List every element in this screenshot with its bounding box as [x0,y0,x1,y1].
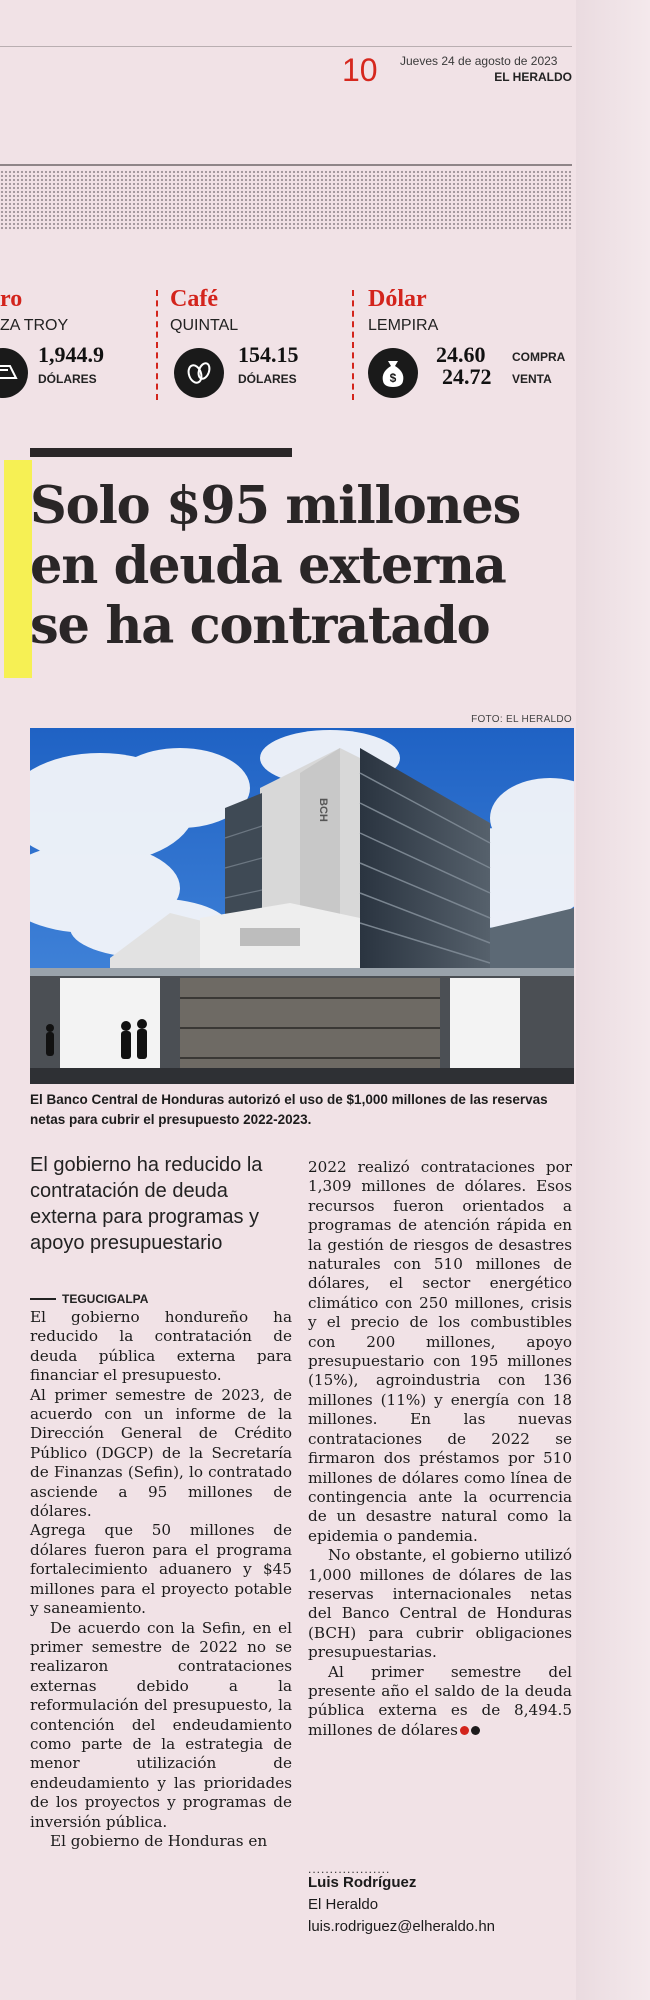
market-separator [156,290,158,400]
article-photo [30,728,574,1084]
headline: Solo $95 millones en deuda externa se ha contratado [30,476,521,656]
end-mark-black-dot [471,1726,480,1735]
market-coffee-unit: QUINTAL [170,317,239,334]
market-coffee-value: 154.15 [238,342,299,367]
paragraph: No obstante, el gobierno utilizó 1,000 millones de dólares de las reservas internacionales netas del Banco Central de Honduras (BCH) para cubrir obligaciones presupuestarias. [308,1546,572,1662]
photo-credit: FOTO: EL HERALDO [471,714,572,725]
paragraph: De acuerdo con la Sefin, en el primer semestre de 2022 no se realizaron contrataciones externas debido a la reformulación del presupuesto, la contención del endeudamiento como parte de la estrategia de menor utilización de endeudamiento y las prioridades de los proyectos y programas de inversión pública. [30,1618,292,1831]
band-rule [0,164,572,166]
page-number: 10 [342,52,378,88]
market-gold-value: 1,944.9 [38,342,104,367]
author-name: Luis Rodríguez [308,1874,417,1891]
market-dollar-buy-label: COMPRA [512,350,566,364]
author-newspaper: El Heraldo [308,1896,379,1913]
bank-building-illustration [30,728,574,1084]
market-separator [352,290,354,400]
market-dollar-sell-label: VENTA [512,372,552,386]
market-gold-currency: DÓLARES [38,372,97,386]
author-email[interactable]: luis.rodriguez@elheraldo.hn [308,1918,496,1935]
author-separator: ................... [308,1862,391,1876]
coffee-bean-icon [174,348,224,398]
market-dollar-title: Dólar [368,286,427,312]
newspaper-name: EL HERALDO [494,70,572,84]
headline-rule [30,448,292,457]
adjacent-page-edge [576,0,650,2000]
end-mark-red-dot [460,1726,469,1735]
dateline-city: TEGUCIGALPA [62,1292,149,1306]
highlighter-mark [4,460,32,678]
article-deck: El gobierno ha reducido la contratación de deuda externa para programas y apoyo presupuestario [30,1154,263,1254]
paragraph: 2022 realizó contrataciones por 1,309 millones de dólares. Esos recursos fueron orientados a programas de atención rápida en la gestión de riesgos de desastres naturales con 510 millones de dólares, el sector energético climático con 250 millones, crisis y el precio de los combustibles con 200 millones, apoyo presupuestario con 195 millones (15%), agroindustria con 136 millones (11%) y energía con 18 millones. En las nuevas contrataciones de 2022 se firmaron dos préstamos por 510 millones de dólares como línea de contingencia ante la ocurrencia de un desastre natural como la epidemia o pandemia. [308,1158,572,1545]
market-dollar-unit: LEMPIRA [368,317,439,334]
market-dollar-buy-value: 24.60 [436,342,486,367]
dotted-band [0,170,572,230]
body-column-left [30,1308,292,1851]
photo-caption: El Banco Central de Honduras autorizó el uso de $1,000 millones de las reservas netas para cubrir el presupuesto 2022-2023. [30,1092,548,1127]
paragraph: Al primer semestre de 2023, de acuerdo con un informe de la Dirección General de Crédito Público (DGCP) de la Secretaría de Finanzas (Sefin), lo contratado asciende a 95 millones de dólares. [30,1385,292,1521]
body-column-right [308,1158,572,1740]
paragraph: Agrega que 50 millones de dólares fueron para el programa fortalecimiento aduanero y $45 millones para el proyecto potable y saneamiento. [30,1521,292,1618]
paragraph-last [308,1663,572,1741]
building-sign: BCH [317,798,329,822]
market-dollar-sell-value: 24.72 [442,364,492,389]
svg-text:$: $ [389,371,397,385]
market-coffee-title: Café [170,286,218,312]
paragraph: El gobierno de Honduras en [50,1831,268,1850]
header-rule [0,46,572,47]
paragraph-text: Al primer semestre del presente año el saldo de la deuda pública externa es de 8,494.5 millones de dólares [308,1662,572,1739]
page-date: Jueves 24 de agosto de 2023 [400,54,558,68]
market-coffee-currency: DÓLARES [238,372,297,386]
dateline-rule [30,1298,56,1300]
paragraph: El gobierno hondureño ha reducido la contratación de deuda pública externa para financiar el presupuesto. [30,1308,292,1385]
money-bag-icon [368,348,418,398]
dateline [30,1292,148,1306]
market-gold-title: ro [0,286,23,312]
gold-bar-icon [0,348,28,398]
market-gold-unit: ZA TROY [0,317,69,334]
